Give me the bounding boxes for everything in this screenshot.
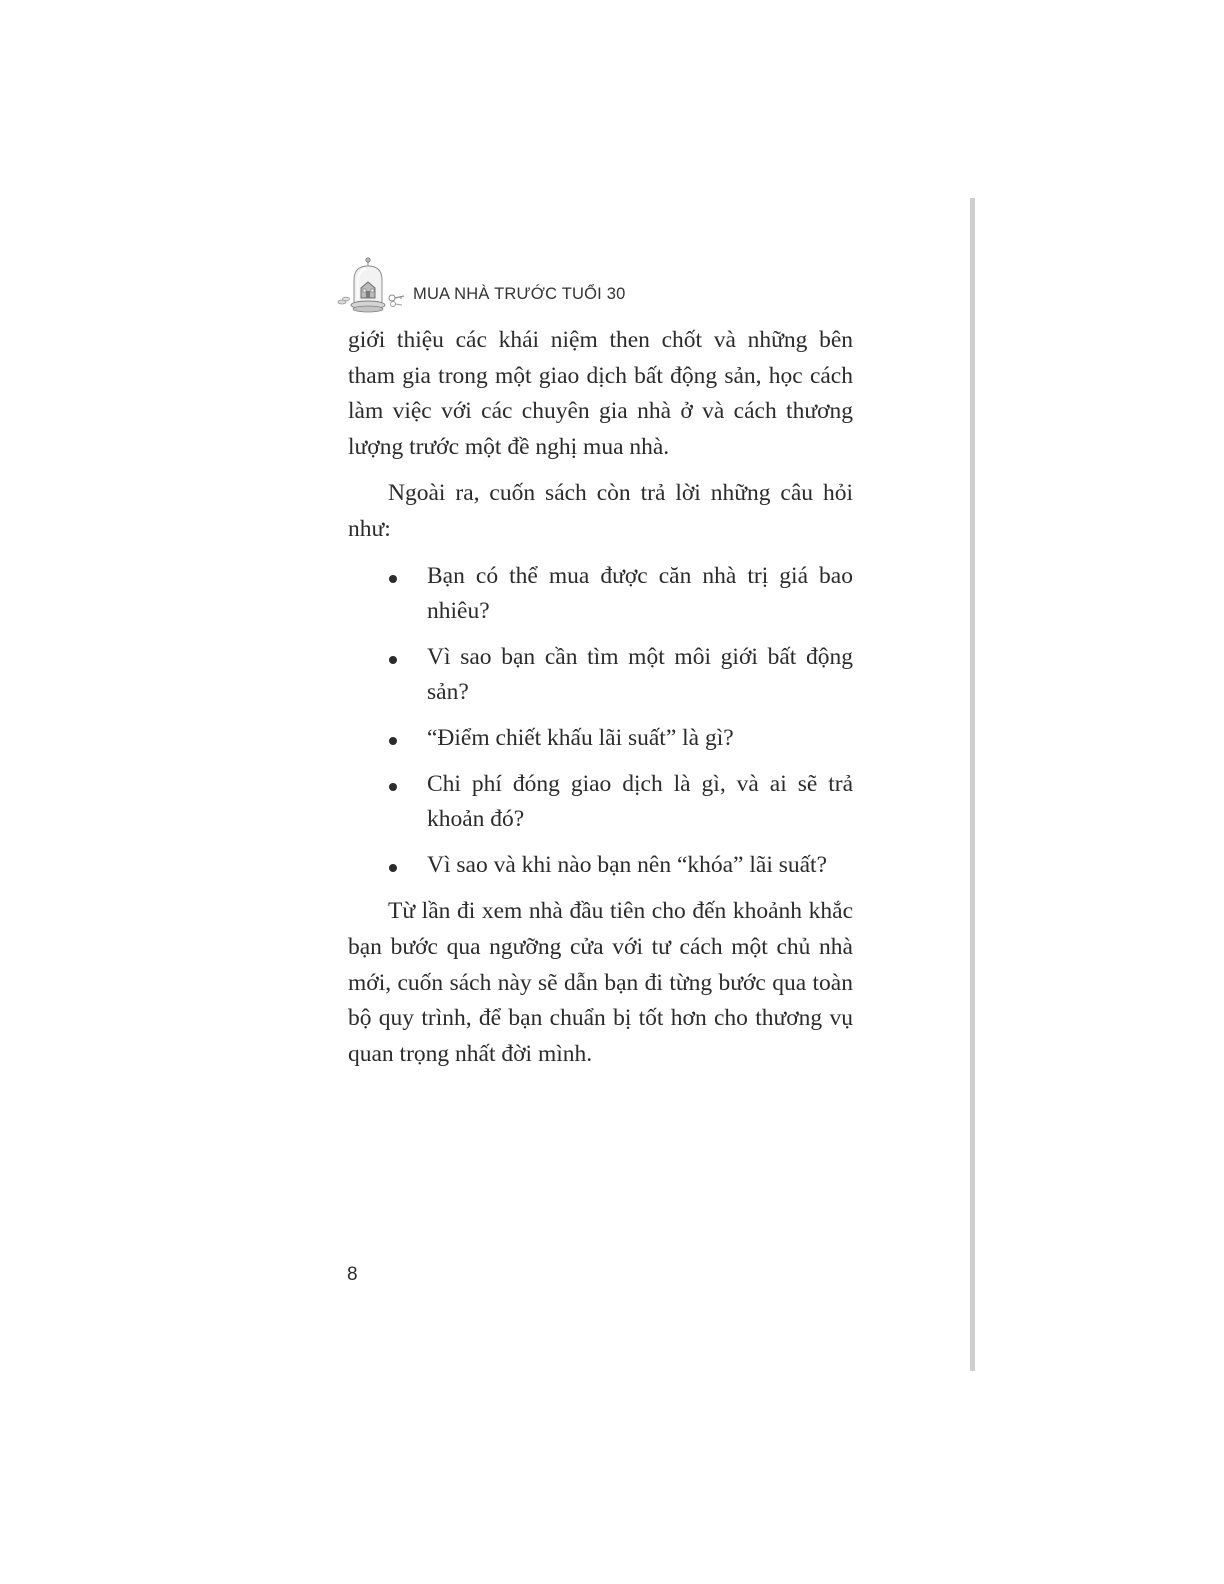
list-item-text: “Điểm chiết khấu lãi suất” là gì? bbox=[427, 724, 734, 751]
list-item-text: Chi phí đóng giao dịch là gì, và ai sẽ trả khoản đó? bbox=[427, 770, 853, 833]
bullet-icon bbox=[389, 783, 397, 791]
bullet-icon bbox=[389, 656, 397, 664]
bullet-icon bbox=[389, 575, 397, 583]
list-item bbox=[348, 767, 853, 838]
list-item-text: Bạn có thể mua được căn nhà trị giá bao nhiêu? bbox=[427, 562, 853, 625]
bullet-icon bbox=[389, 864, 397, 872]
list-item bbox=[348, 848, 853, 884]
bell-jar-house-icon bbox=[336, 254, 410, 316]
questions-intro-paragraph: Ngoài ra, cuốn sách còn trả lời những câu hỏi như: bbox=[348, 480, 853, 542]
list-item-text: Vì sao và khi nào bạn nên “khóa” lãi suất? bbox=[427, 851, 828, 878]
page-edge-shadow bbox=[970, 198, 975, 1371]
questions-list bbox=[348, 559, 853, 884]
page-number: 8 bbox=[347, 1264, 358, 1285]
list-item bbox=[348, 721, 853, 757]
bullet-icon bbox=[389, 737, 397, 745]
closing-paragraph: Từ lần đi xem nhà đầu tiên cho đến khoảnh khắc bạn bước qua ngưỡng cửa với tư cách một chủ nhà mới, cuốn sách này sẽ dẫn bạn đi từng bước qua toàn bộ quy trình, để bạn chuẩn bị tốt hơn cho thương vụ quan trọng nhất đời mình. bbox=[348, 898, 853, 1067]
list-item bbox=[348, 559, 853, 630]
list-item-text: Vì sao bạn cần tìm một môi giới bất động sản? bbox=[427, 643, 853, 706]
running-header-title: MUA NHÀ TRƯỚC TUỔI 30 bbox=[413, 285, 626, 303]
list-item bbox=[348, 640, 853, 711]
page-body bbox=[348, 323, 853, 1083]
running-header bbox=[336, 252, 625, 316]
intro-paragraph: giới thiệu các khái niệm then chốt và những bên tham gia trong một giao dịch bất động sản, học cách làm việc với các chuyên gia nhà ở và cách thương lượng trước một đề nghị mua nhà. bbox=[348, 327, 853, 460]
